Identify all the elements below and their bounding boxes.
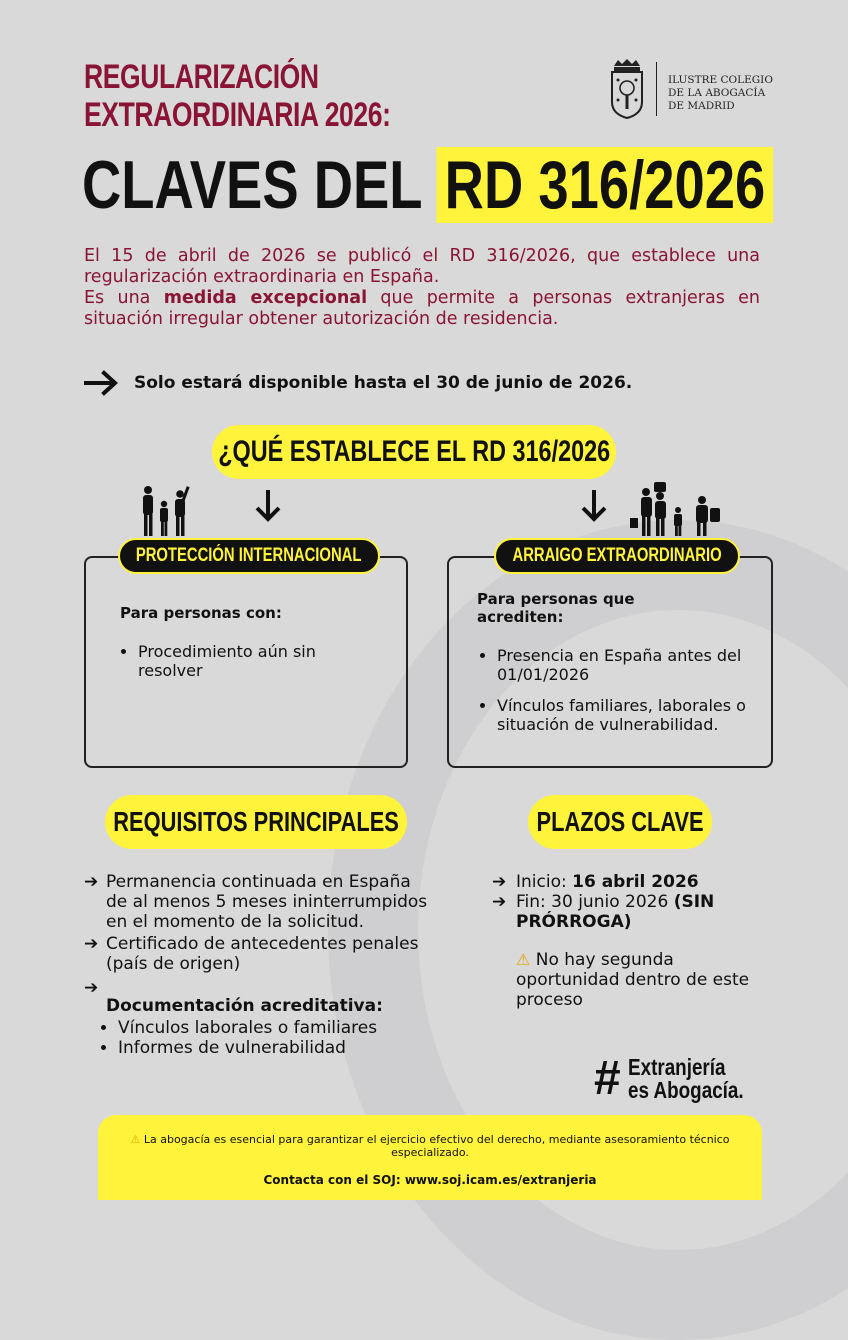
intro-p2-bold: medida excepcional xyxy=(163,288,368,308)
page-subtitle xyxy=(84,58,391,134)
hashtag-line-1: Extranjería xyxy=(628,1054,726,1080)
arrow-right-icon: ➔ xyxy=(492,872,507,892)
logo-line-3: DE MADRID xyxy=(668,100,735,112)
fin-bold: (SIN PRÓRROGA) xyxy=(516,892,715,932)
requisito-2-text: Certificado de antecedentes penales (país de origen) xyxy=(106,934,419,974)
family-silhouette-icon xyxy=(138,484,194,538)
plazos-title: PLAZOS CLAVE xyxy=(536,806,704,837)
arraigo-heading: Para personas que acrediten: xyxy=(477,590,635,626)
proteccion-label-text: PROTECCIÓN INTERNACIONAL xyxy=(136,545,362,566)
list-item: • Informes de vulnerabilidad xyxy=(118,1038,434,1058)
warning-icon: ⚠ xyxy=(516,950,531,969)
logo-line-1: ILUSTRE COLEGIO xyxy=(668,74,773,86)
title-line-2: EXTRAORDINARIA 2026: xyxy=(84,96,391,134)
list-item xyxy=(84,872,434,932)
arrow-right-icon: ➔ xyxy=(84,978,99,998)
requisito-3-heading: Documentación acreditativa: xyxy=(106,996,383,1016)
main-question-text: ¿QUÉ ESTABLECE EL RD 316/2026 xyxy=(218,435,610,468)
footer-text xyxy=(128,1133,732,1159)
logo-line-2: DE LA ABOGACÍA xyxy=(668,87,766,99)
list-item xyxy=(84,934,434,974)
proteccion-list xyxy=(118,642,378,692)
title-highlight: RD 316/2026 xyxy=(437,147,774,223)
list-item: • Presencia en España antes del 01/01/2026 xyxy=(497,646,757,684)
deadline-note-text: Solo estará disponible hasta el 30 de junio de 2026. xyxy=(134,373,633,393)
proteccion-heading: Para personas con: xyxy=(120,604,282,622)
plazo-inicio xyxy=(492,872,772,892)
logo-text xyxy=(668,74,773,113)
arraigo-card xyxy=(447,556,773,768)
hashtag-logo xyxy=(594,1050,764,1110)
requisitos-pill xyxy=(105,795,407,849)
arrow-right-icon xyxy=(84,370,120,396)
requisitos-title: REQUISITOS PRINCIPALES xyxy=(113,806,399,837)
icam-logo xyxy=(608,58,773,120)
hashtag-text xyxy=(628,1056,744,1102)
warning-text: No hay segunda oportunidad dentro de este proceso xyxy=(516,950,750,1010)
logo-divider xyxy=(656,62,657,116)
arrow-right-icon: ➔ xyxy=(84,934,99,954)
arrow-down-icon xyxy=(252,488,284,524)
warning-icon: ⚠ xyxy=(130,1133,141,1146)
footer-banner xyxy=(98,1115,762,1200)
proteccion-card xyxy=(84,556,408,768)
requisito-1-text: Permanencia continuada en España de al menos 5 meses ininterrumpidos en el momento de la solicitud. xyxy=(106,872,428,932)
arrow-right-icon: ➔ xyxy=(84,872,99,892)
main-question-pill xyxy=(212,425,616,479)
seal-icon xyxy=(608,58,646,120)
inicio-value: 16 abril 2026 xyxy=(572,872,699,892)
plazo-fin xyxy=(492,892,772,932)
plazos-warning xyxy=(492,950,772,1010)
arraigo-list xyxy=(477,646,757,746)
title-line-1: REGULARIZACIÓN xyxy=(84,58,319,96)
arraigo-label xyxy=(494,538,740,574)
intro-text xyxy=(84,246,760,330)
plazos-pill xyxy=(528,795,712,849)
requisito-3-sublist xyxy=(84,1018,434,1058)
list-item xyxy=(84,978,434,1016)
inicio-label: Inicio: xyxy=(516,872,573,892)
migrants-silhouette-icon xyxy=(630,478,722,538)
intro-p2-end: que permite a personas extranjeras en situación irregular obtener autorización de residencia. xyxy=(84,288,760,329)
title-prefix: CLAVES DEL xyxy=(82,147,422,223)
intro-paragraph-1: El 15 de abril de 2026 se publicó el RD 316/2026, que establece una regularización extraordinaria en España. xyxy=(84,246,760,287)
footer-text-content: La abogacía es esencial para garantizar el ejercicio efectivo del derecho, mediante asesoramiento técnico especializado. xyxy=(143,1133,730,1159)
deadline-note xyxy=(84,368,632,398)
plazos-list xyxy=(492,872,772,1010)
requisitos-list xyxy=(84,872,434,1058)
list-item: • Vínculos laborales o familiares xyxy=(118,1018,434,1038)
arrow-right-icon: ➔ xyxy=(492,892,507,912)
hashtag-line-2: es Abogacía. xyxy=(628,1077,744,1103)
intro-p2-start: Es una xyxy=(84,288,164,308)
intro-paragraph-2 xyxy=(84,288,760,330)
fin-label: Fin: 30 junio 2026 xyxy=(516,892,674,912)
footer-contact: Contacta con el SOJ: www.soj.icam.es/extranjeria xyxy=(263,1173,597,1187)
list-item: • Procedimiento aún sin resolver xyxy=(138,642,378,680)
hash-symbol: # xyxy=(594,1052,621,1105)
arraigo-label-text: ARRAIGO EXTRAORDINARIO xyxy=(512,545,722,566)
page-title xyxy=(82,145,773,225)
list-item: • Vínculos familiares, laborales o situación de vulnerabilidad. xyxy=(497,696,757,734)
arrow-down-icon xyxy=(578,488,610,524)
proteccion-label xyxy=(118,538,380,574)
